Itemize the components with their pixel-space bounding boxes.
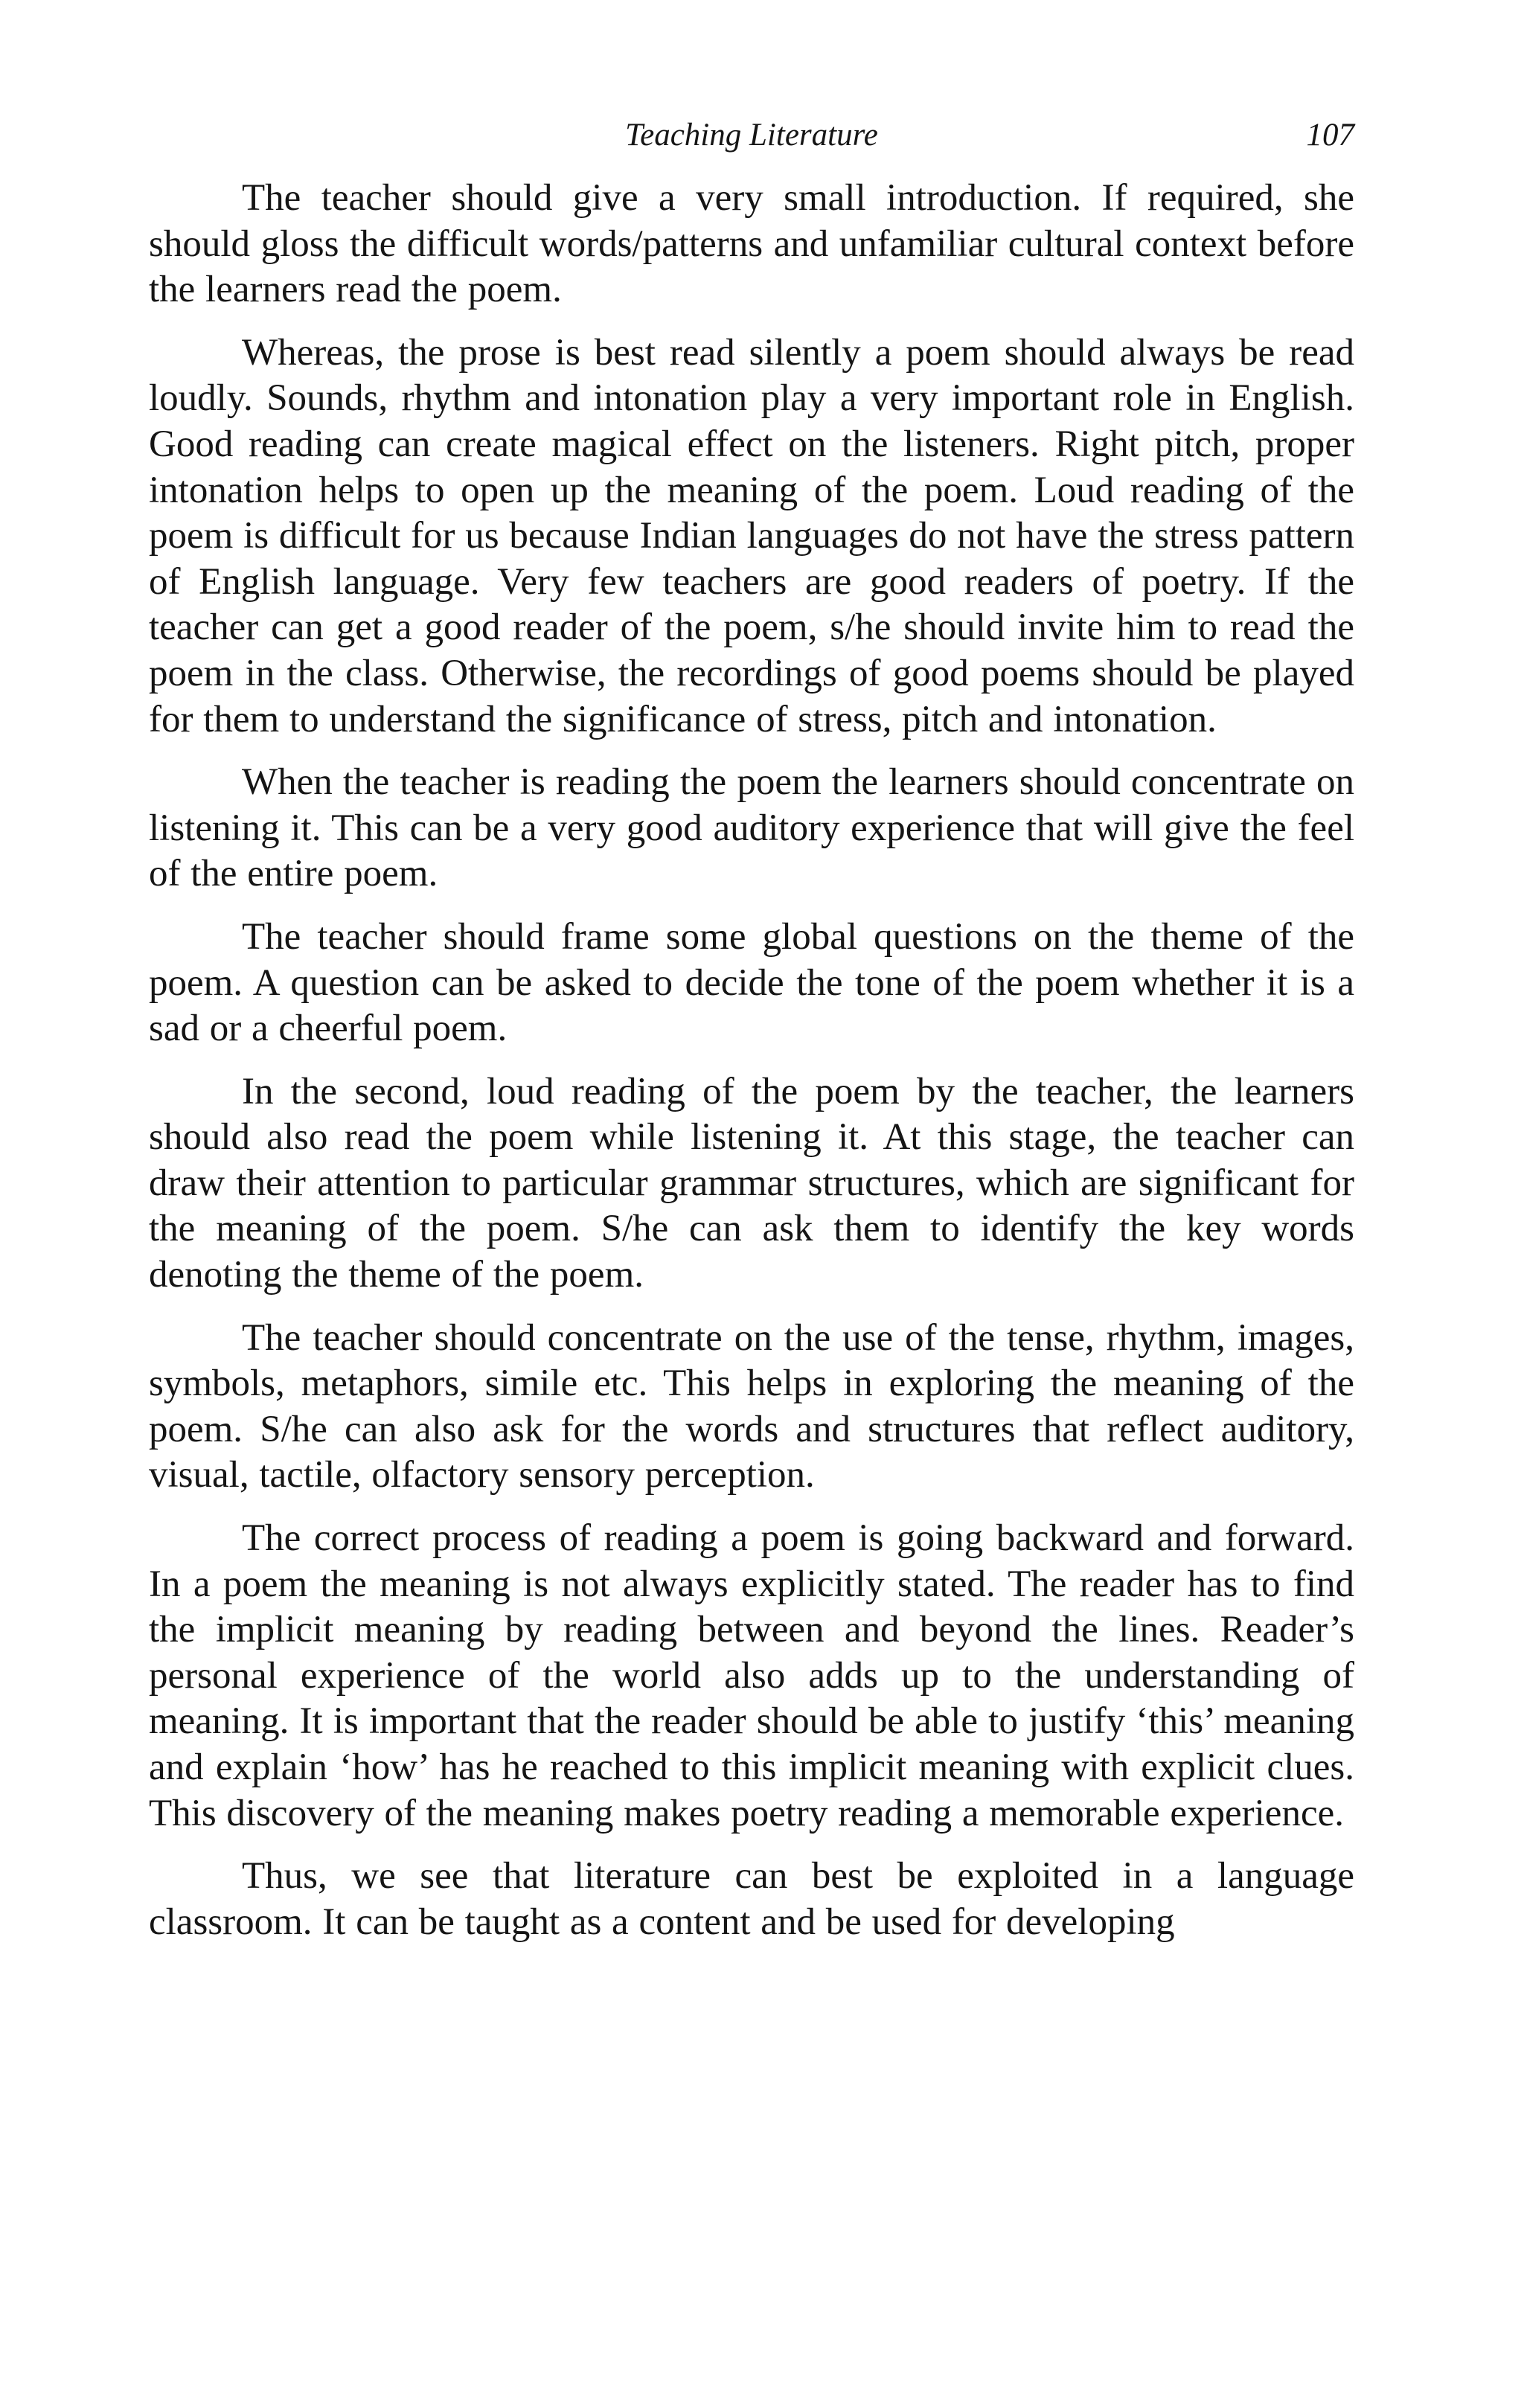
paragraph-second-reading: In the second, loud reading of the poem by the teacher, the learners should also read the poem while listening it. At this stage, the teacher can draw their attention to particular grammar structures, which are significant for the meaning of the poem. S/he can ask them to identify the key words denoting the theme of the poem. — [149, 1070, 1354, 1296]
paragraph-reading-process: The correct process of reading a poem is going backward and forward. In a poem the meaning is not always explicitly stated. The reader has to find the implicit meaning by reading between and beyond the lines. Reader’s personal experience of the world also adds up to the understanding of meaning. It is important that the reader should be able to justify ‘this’ meaning and explain ‘how’ has he reached to this implicit meaning with explicit clues. This discovery of the meaning makes poetry reading a memorable experience. — [149, 1517, 1354, 1834]
running-header — [149, 113, 1354, 158]
paragraph-conclusion: Thus, we see that literature can best be exploited in a language classroom. It can be taught as a content and be used for developing — [149, 1855, 1354, 1943]
paragraph-poetic-devices: The teacher should concentrate on the use of the tense, rhythm, images, symbols, metaphors, simile etc. This helps in exploring the meaning of the poem. S/he can also ask for the words and structures that reflect auditory, visual, tactile, olfactory sensory perception. — [149, 1316, 1354, 1496]
paragraph-loud-reading: Whereas, the prose is best read silently a poem should always be read loudly. Sounds, rhythm and intonation play a very important role in English. Good reading can create magical effect on the listeners. Right pitch, proper intonation helps to open up the meaning of the poem. Loud reading of the poem is difficult for us because Indian languages do not have the stress pattern of English language. Very few teachers are good readers of poetry. If the teacher can get a good reader of the poem, s/he should invite him to read the poem in the class. Otherwise, the recordings of good poems should be played for them to understand the significance of stress, pitch and intonation. — [149, 331, 1354, 740]
page-number: 107 — [1306, 118, 1354, 153]
paragraph-listening: When the teacher is reading the poem the learners should concentrate on listening it. This can be a very good auditory experience that will give the feel of the entire poem. — [149, 761, 1354, 895]
paragraph-global-questions: The teacher should frame some global questions on the theme of the poem. A question can be asked to decide the tone of the poem whether it is a sad or a cheerful poem. — [149, 915, 1354, 1050]
body-text — [149, 176, 1354, 1962]
paragraph-introduction: The teacher should give a very small introduction. If required, she should gloss the difficult words/patterns and unfamiliar cultural context before the learners read the poem. — [149, 177, 1354, 311]
running-title: Teaching Literature — [625, 118, 878, 153]
